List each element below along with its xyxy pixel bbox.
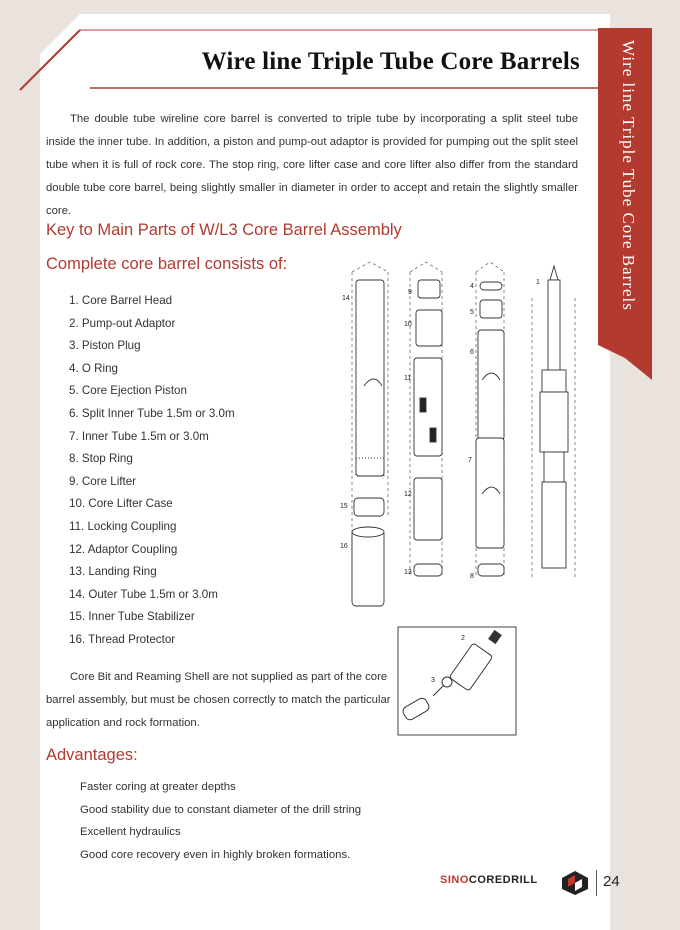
side-title: Wire line Triple Tube Core Barrels [619, 40, 638, 311]
inset-label-3: 3 [431, 677, 435, 684]
list-item: 16. Thread Protector [69, 632, 176, 646]
locking-coupling-drawing [414, 358, 442, 456]
outer-tube-drawing [356, 280, 384, 476]
complete-heading: Complete core barrel consists of: [46, 255, 288, 273]
piston-plug-drawing [442, 677, 452, 687]
thread-protector-drawing [352, 530, 384, 606]
label-9: 9 [408, 289, 412, 296]
list-item: 15. Inner Tube Stabilizer [69, 610, 195, 624]
guide-line [410, 262, 442, 272]
list-item: 12. Adaptor Coupling [69, 542, 178, 556]
advantages-list [80, 776, 361, 866]
label-6: 6 [470, 349, 474, 356]
stop-ring-drawing [478, 564, 504, 576]
inset-diagram [397, 626, 517, 736]
parts-list [69, 290, 235, 652]
page-title: Wire line Triple Tube Core Barrels [201, 48, 580, 75]
note-paragraph: Core Bit and Reaming Shell are not supplied as part of the core barrel assembly, but must be chosen correctly to match the particular application and rock formation. [46, 671, 391, 729]
list-item: 7. Inner Tube 1.5m or 3.0m [69, 429, 209, 443]
o-ring-drawing [480, 282, 502, 290]
label-7: 7 [468, 457, 472, 464]
list-item: 5. Core Ejection Piston [69, 384, 187, 398]
brand-logo [440, 874, 538, 886]
page-number: 24 [603, 873, 620, 890]
list-item: 3. Piston Plug [69, 339, 141, 353]
list-item: 8. Stop Ring [69, 452, 133, 466]
guide-line [476, 262, 504, 272]
brand-mark-icon [560, 870, 590, 896]
landing-ring-drawing [414, 564, 442, 576]
adaptor-coupling-drawing [414, 478, 442, 540]
list-item: 4. O Ring [69, 361, 118, 375]
label-12: 12 [404, 491, 412, 498]
advantages-heading: Advantages: [46, 746, 138, 764]
list-item: 11. Locking Coupling [69, 519, 177, 533]
intro-paragraph: The double tube wireline core barrel is converted to triple tube by incorporating a split steel tube inside the inner tube. In addition, a piston and pump-out adaptor is provided for pumping out the split steel tube when it is full of rock core. The stop ring, core lifter case and core lifter also differ from the standard double tube core barrel, being slightly smaller in diameter in order to accept and retain the slightly smaller core. [46, 113, 578, 217]
list-item: Good core recovery even in highly broken formations. [80, 848, 351, 861]
list-item: Good stability due to constant diameter of the drill string [80, 803, 362, 816]
list-item: 2. Pump-out Adaptor [69, 316, 176, 330]
label-11: 11 [404, 375, 412, 382]
label-13: 13 [404, 569, 412, 576]
label-1: 1 [536, 279, 540, 286]
inner-tube-stabilizer-drawing [354, 498, 384, 516]
core-lifter-drawing [418, 280, 440, 298]
brand-name-a: SINO [440, 874, 469, 886]
label-10: 10 [404, 321, 412, 328]
label-16: 16 [340, 543, 348, 550]
label-5: 5 [470, 309, 474, 316]
brand-name-b: COREDRILL [468, 874, 538, 886]
core-lifter-case-drawing [416, 310, 442, 346]
footer-divider [596, 870, 597, 896]
list-item: Excellent hydraulics [80, 826, 181, 839]
inset-label-2: 2 [461, 635, 465, 642]
core-barrel-head-drawing [540, 266, 568, 568]
list-item: 1. Core Barrel Head [69, 294, 173, 307]
thread-protector-top [352, 527, 384, 537]
split-inner-tube-drawing [478, 330, 504, 440]
list-item: 10. Core Lifter Case [69, 497, 173, 511]
key-heading: Key to Main Parts of W/L3 Core Barrel Assembly [46, 221, 402, 239]
list-item: 6. Split Inner Tube 1.5m or 3.0m [69, 406, 235, 420]
guide-line [352, 262, 388, 272]
list-item: 13. Landing Ring [69, 565, 157, 579]
core-ejection-piston-drawing [480, 300, 502, 318]
label-8: 8 [470, 573, 474, 580]
list-item: 14. Outer Tube 1.5m or 3.0m [69, 587, 218, 601]
label-14: 14 [342, 295, 350, 302]
label-4: 4 [470, 283, 474, 290]
list-item: 9. Core Lifter [69, 474, 137, 488]
coupling-slot [420, 398, 426, 412]
assembly-diagram [330, 258, 590, 614]
list-item: Faster coring at greater depths [80, 781, 236, 793]
label-15: 15 [340, 503, 348, 510]
coupling-slot [430, 428, 436, 442]
